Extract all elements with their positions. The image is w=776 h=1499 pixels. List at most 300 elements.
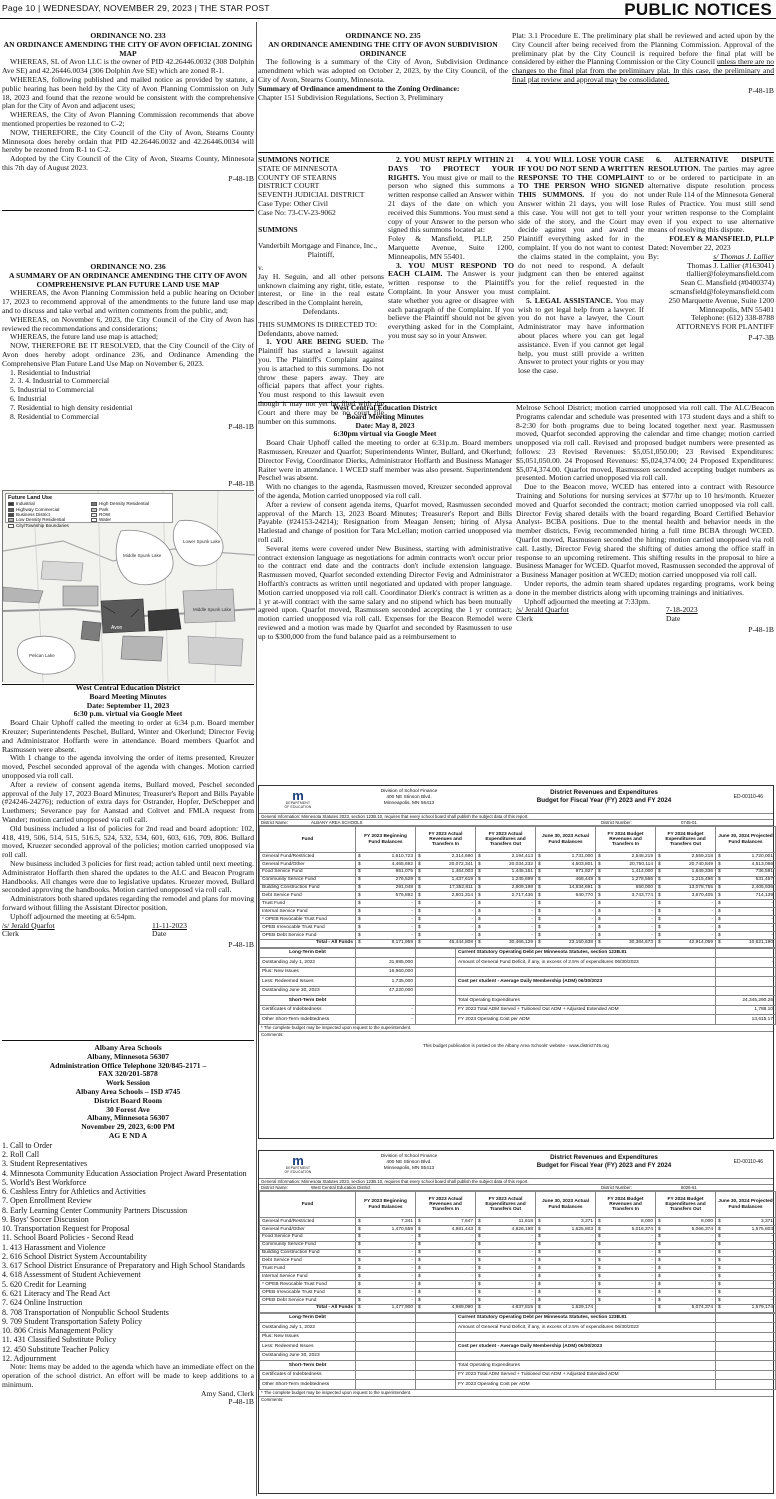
wced-may-title: Board Meeting Minutes [346, 411, 424, 421]
fund-amount: 714,139 [755, 893, 773, 899]
ord233-code: P-48-1B [228, 173, 254, 183]
albany-agenda-item: 7. Open Enrollment Review [2, 1196, 92, 1206]
albany-header: November 29, 2023, 6:00 PM [81, 1122, 175, 1132]
summons-by: By: [648, 251, 659, 261]
currency-symbol: $ [718, 1218, 721, 1224]
budget-column-header: June 30, 2024 Projected Fund Balances [716, 1192, 776, 1218]
budget-column-header: FY 2024 Budget Revenues and Transfers In [596, 1192, 656, 1218]
currency-symbol: $ [718, 1258, 721, 1264]
operating-expenditures-label: Total Operating Expenditures [456, 996, 716, 1006]
fund-amount: - [411, 1281, 413, 1287]
currency-symbol: $ [598, 1226, 601, 1232]
debt-row-label: Plus: New Issues [260, 967, 356, 977]
currency-symbol: $ [658, 893, 661, 899]
wced-may-date-label: Date [666, 614, 681, 624]
ord236-code-2: P-48-1B [228, 479, 254, 488]
map-legend-label: City/Township Boundaries [16, 522, 69, 528]
summons-line: Thomas J. Lallier (#163041) [687, 260, 774, 270]
fund-amount: - [651, 924, 653, 930]
currency-symbol: $ [418, 908, 421, 914]
summons-item: The Answer is your written response to the Plaintiff's Complaint. In your Answer you must state whether you agree or disagree with each paragraph of the Complaint. If you believe the Plaintiff should not be given everything asked for in the Complaint, you must say so in your Answer. [388, 269, 514, 340]
fund-amount: - [471, 1297, 473, 1303]
summons-item: You must give or mail to the person who signed this summons a written response called an Answer within 21 days of the date on which you received this Summons. You must send a copy of your Answer to the person who signed this summons located at: [388, 172, 514, 235]
table-row [260, 853, 776, 861]
budget-column-header: June 30, 2023 Actual Fund Balances [536, 827, 596, 853]
ord236-para: NOW, THEREFORE BE IT RESOLVED, that the City Council of the City of Avon does hereby adopt ordinance 236, and Ordinance Amending the Comprehensive Plan Future Land Use Map on November 6, 2023. [2, 341, 254, 368]
fund-amount: - [651, 1281, 653, 1287]
currency-symbol: $ [598, 893, 601, 899]
fund-value [656, 924, 716, 932]
table-row [260, 967, 776, 977]
fund-value [656, 868, 716, 876]
currency-symbol: $ [598, 1218, 601, 1224]
adm-row-value: 13,615.17 [716, 1015, 776, 1025]
currency-symbol: $ [538, 869, 541, 875]
currency-symbol: $ [718, 885, 721, 891]
fund-value [416, 884, 476, 892]
summons-dated: Dated: November 22, 2023 [648, 242, 731, 252]
fund-value [416, 900, 476, 908]
fund-amount: - [471, 916, 473, 922]
fund-amount: - [591, 1234, 593, 1240]
currency-symbol: $ [358, 1234, 361, 1240]
operating-debt-value [716, 948, 776, 958]
fund-amount: - [771, 932, 773, 938]
table-row [260, 1218, 776, 1226]
fund-value [596, 1241, 656, 1249]
currency-symbol: $ [358, 916, 361, 922]
fund-value [536, 876, 596, 884]
budget-title [509, 789, 699, 805]
budget-column-header: FY 2023 Actual Expenditures and Transfers Out [476, 827, 536, 853]
debt-row-value: 47,220,000 [356, 986, 416, 996]
fund-value [536, 908, 596, 916]
currency-symbol: $ [658, 885, 661, 891]
fund-value [716, 1296, 776, 1304]
budget-column-header: June 30, 2023 Actual Fund Balances [536, 1192, 596, 1218]
cost-per-student-value [716, 1342, 776, 1352]
map-legend-item [8, 523, 87, 528]
fund-name: General Fund/Restricted [260, 853, 356, 861]
ord236-list-item: 5. Industrial to Commercial [10, 385, 94, 395]
fund-value [536, 860, 596, 868]
fund-amount: 1,720,001 [751, 853, 773, 859]
budget-address-line: Division of School Finance [380, 789, 438, 794]
summons-directed: THIS SUMMONS IS DIRECTED TO: [258, 319, 378, 329]
fund-amount: 3,743,774 [631, 893, 653, 899]
fund-amount: - [651, 1297, 653, 1303]
fund-amount: - [591, 1258, 593, 1264]
currency-symbol: $ [658, 924, 661, 930]
currency-symbol: $ [418, 901, 421, 906]
table-row [260, 1351, 776, 1361]
fund-value [356, 908, 416, 916]
fund-value [716, 900, 776, 908]
fund-value [596, 884, 656, 892]
albany-agenda-item: 5. World's Best Workforce [2, 1177, 87, 1187]
currency-symbol: $ [538, 1297, 541, 1303]
budget-address-line: Minneapolis, MN 55413 [383, 801, 435, 807]
fund-amount: 14,834,691 [568, 885, 593, 891]
currency-symbol: $ [658, 1281, 661, 1287]
fund-amount: 30,384,673 [628, 940, 653, 946]
fund-value [716, 860, 776, 868]
budget-table-wced [258, 1150, 774, 1494]
wced-may-sig-date: 7-18-2023 [666, 605, 698, 615]
fund-amount: - [471, 1242, 473, 1248]
budget-header [259, 786, 773, 814]
fund-amount: - [651, 1242, 653, 1248]
ord236-list-item: 6. Industrial [10, 393, 47, 403]
table-row [260, 1015, 776, 1025]
fund-value [416, 860, 476, 868]
albany-header: Albany Area Schools – ISD #745 [75, 1086, 181, 1096]
ordinance-233 [2, 32, 254, 207]
fund-value [416, 1265, 476, 1273]
fund-amount: - [531, 1273, 533, 1279]
summons-item-head: 4. YOU WILL LOSE YOUR CASE IF YOU DO NOT SEND A WRITTEN RESPONSE TO THE COMPLAINT TO THE PERSON WHO SIGNED THIS SUMMONS. [518, 155, 644, 200]
fund-value [716, 931, 776, 939]
fund-value [536, 1289, 596, 1297]
budget-footnote: * The complete budget may be inspected upon request to the superintendent. [261, 1389, 412, 1395]
ordinance-236 [2, 263, 254, 488]
currency-symbol: $ [418, 1234, 421, 1240]
fund-value [536, 1281, 596, 1289]
fund-value [656, 860, 716, 868]
currency-symbol: $ [718, 1226, 721, 1232]
summons-v: v. [258, 262, 264, 272]
table-row [260, 948, 776, 958]
currency-symbol: $ [478, 1281, 481, 1287]
map-legend-label: Industrial [16, 501, 35, 507]
currency-symbol: $ [658, 1250, 661, 1256]
currency-symbol: $ [718, 1297, 721, 1303]
currency-symbol: $ [478, 1250, 481, 1256]
fund-amount: - [591, 1266, 593, 1271]
fund-amount: - [711, 901, 713, 906]
fund-value [716, 1225, 776, 1233]
summons-line: Sean C. Mansfield (#0400374) [680, 278, 774, 288]
fund-amount: 2,405,936 [751, 885, 773, 891]
fund-amount: 468,449 [575, 877, 593, 883]
wced-sept-para: Old business included a list of policies for 2nd read and board adoption: 102, 418, 419, 506, 514, 515, 516.5, 524, 532, 534, 601, 603, 616, 709, 806. Bullard moved, Kruezer seconded approval of the policies; motion carried unopposed via roll call. [2, 823, 254, 860]
currency-symbol: $ [658, 901, 661, 906]
fund-amount: 1,625,803 [571, 1226, 593, 1232]
debt-row-value: 16,960,000 [356, 967, 416, 977]
ord236-list-item: 1. Residential to Industrial [10, 367, 91, 377]
map-legend-label: Low Density Residential [16, 517, 66, 523]
fund-value [656, 1296, 716, 1304]
currency-symbol: $ [358, 908, 361, 914]
currency-symbol: $ [478, 1234, 481, 1240]
currency-symbol: $ [718, 932, 721, 938]
fund-value [656, 1265, 716, 1273]
wced-may-para: Board Chair Uphoff called the meeting to order at 6:31p.m. Board members Rasmussen, Kreuzer and Quarfot; Superintendents Winter, Bullard, and Okerlund; Director Fevig, Coordinator Dierks, Administrator Hoffarth and Business Manager Raiter were in attendance. 1 WCED staff member was also present. Superintendent Peschel was absent. [258, 438, 512, 483]
deficit-label: Amount of General Fund Deficit, if any, in excess of 2.5% of expenditures 06/30/2023 [456, 1323, 716, 1333]
currency-symbol: $ [418, 1281, 421, 1287]
currency-symbol: $ [538, 924, 541, 930]
fund-value [356, 1304, 416, 1312]
currency-symbol: $ [718, 893, 721, 899]
fund-value [536, 931, 596, 939]
fund-amount: 4,826,198 [511, 1226, 533, 1232]
fund-name: OPEB Debt Service Fund [260, 1296, 356, 1304]
fund-amount: - [411, 1234, 413, 1240]
future-land-use-map [2, 490, 254, 682]
fund-amount: - [711, 1234, 713, 1240]
fund-value [356, 868, 416, 876]
fund-value [596, 1281, 656, 1289]
fund-amount: - [771, 901, 773, 906]
debt-row-label: Less: Redeemed Issues [260, 977, 356, 987]
fund-amount: - [531, 916, 533, 922]
fund-value [656, 1241, 716, 1249]
fund-amount: 1,414,000 [631, 869, 653, 875]
adm-row-label: FY 2023 Operating Cost per ADM [456, 1015, 716, 1025]
currency-symbol: $ [418, 940, 421, 946]
wced-sept-para: Board Chair Uphoff called the meeting to order at 6:34 p.m. Board member Kreuzer; Superintendents Peschel, Bullard, Winter and Okerlund; Director Fevig and Administrator Hoffarth were in attendance. Board members Quarfot and Rasmussen were absent. [2, 718, 254, 754]
budget-column-header: FY 2023 Actual Expenditures and Transfers Out [476, 1192, 536, 1218]
fund-value [596, 1273, 656, 1281]
map-legend-items [8, 501, 170, 528]
fund-value [656, 1233, 716, 1241]
table-row [260, 1233, 776, 1241]
currency-symbol: $ [718, 877, 721, 883]
albany-agenda-item: 6. Cashless Entry for Athletics and Activities [2, 1187, 146, 1197]
budget-title-line: District Revenues and Expenditures [550, 1154, 658, 1161]
wced-sept-para: New business included 3 policies for first read; action tabled until next meeting. Administrator Hoffarth then shared the updates to the ALC and Beacon Program Handbooks. All changes were due to legislative updates. Kruezer moved, Bullard seconded approving the handbooks. Motion carried unopposed via roll call. [2, 858, 254, 895]
fund-value [596, 900, 656, 908]
fund-value [416, 1296, 476, 1304]
currency-symbol: $ [598, 861, 601, 867]
fund-value [716, 1241, 776, 1249]
summons-defendants: Defendants, above named. [258, 328, 339, 338]
fund-amount: 5,074,374 [691, 1305, 713, 1311]
fund-amount: - [651, 932, 653, 938]
currency-symbol: $ [418, 885, 421, 891]
fund-amount: 276,529 [395, 877, 413, 883]
currency-symbol: $ [658, 1266, 661, 1271]
table-row [260, 939, 776, 947]
fund-value [476, 931, 536, 939]
fund-name: Internal Service Fund [260, 908, 356, 916]
fund-amount: - [411, 916, 413, 922]
fund-value [476, 876, 536, 884]
fund-value [356, 916, 416, 924]
budget-general-info: General Information: Minnesota Statutes 2023, section 123B.10, requires that every school board shall publish the subject data of this report. [259, 1179, 773, 1185]
albany-agenda [2, 1044, 254, 1496]
budget-comments: Comments: [259, 1031, 773, 1041]
albany-agenda-item: 8. 708 Transportation of Nonpublic School Students [2, 1307, 169, 1317]
fund-value [656, 853, 716, 861]
currency-symbol: $ [418, 869, 421, 875]
map-lake-label: Pelican Lake [29, 653, 55, 658]
albany-header: District Board Room [94, 1095, 162, 1105]
albany-header: Administration Office Telephone 320/845-2171 – [49, 1060, 207, 1070]
currency-symbol: $ [598, 1297, 601, 1303]
fund-amount: 2,559,218 [691, 853, 713, 859]
currency-symbol: $ [358, 901, 361, 906]
albany-agenda-item: 2. 616 School District System Accountability [2, 1251, 147, 1261]
currency-symbol: $ [418, 853, 421, 859]
currency-symbol: $ [358, 1250, 361, 1256]
fund-value [656, 931, 716, 939]
summons-defendant: Jay H. Seguin, and all other persons unknown claiming any right, title, estate, interest, or line in the real estate described in the Complaint herein, [258, 271, 384, 308]
currency-symbol: $ [658, 877, 661, 883]
budget-table-albany [258, 785, 774, 1139]
fund-value [356, 1218, 416, 1226]
summons-item-head: 3. YOU MUST RESPOND TO EACH CLAIM. [388, 260, 514, 279]
fund-name: Trust Fund [260, 1265, 356, 1273]
budget-comments: Comments: [259, 1396, 773, 1406]
currency-symbol: $ [418, 1250, 421, 1256]
currency-symbol: $ [478, 1226, 481, 1232]
fund-amount: 1,579,174 [751, 1305, 773, 1311]
table-row [260, 1370, 776, 1380]
budget-fund-table [259, 826, 776, 948]
fund-name: Debt Service Fund [260, 1257, 356, 1265]
fund-amount: 1,629,174 [571, 1305, 593, 1311]
fund-name: Total - All Funds [260, 939, 356, 947]
fund-amount: 1,445,151 [511, 869, 533, 875]
budget-address [349, 1154, 469, 1173]
map-legend-swatch [91, 513, 97, 517]
fund-value [476, 1289, 536, 1297]
fund-name: Total - All Funds [260, 1304, 356, 1312]
fund-amount: - [651, 1250, 653, 1256]
currency-symbol: $ [538, 1273, 541, 1279]
fund-value [476, 1249, 536, 1257]
fund-value [476, 860, 536, 868]
currency-symbol: $ [598, 1289, 601, 1295]
fund-amount: 1,575,803 [751, 1226, 773, 1232]
wced-may-minutes-col-1 [258, 404, 512, 784]
currency-symbol: $ [718, 1305, 721, 1311]
table-row [260, 958, 776, 968]
fund-value [656, 1304, 716, 1312]
table-row [260, 1257, 776, 1265]
fund-value [596, 1296, 656, 1304]
summons-header: Case Type: Other Civil [258, 198, 328, 208]
fund-value [596, 868, 656, 876]
district-number: 0745-01 [681, 820, 697, 825]
fund-value [536, 900, 596, 908]
fund-value [656, 900, 716, 908]
currency-symbol: $ [598, 1281, 601, 1287]
fund-value [656, 1218, 716, 1226]
fund-amount: - [771, 1258, 773, 1264]
albany-agenda-item: 11. 431 Classified Substitute Policy [2, 1335, 117, 1345]
map-legend-swatch [8, 513, 14, 517]
fund-value [356, 1249, 416, 1257]
fund-amount: - [411, 1242, 413, 1248]
currency-symbol: $ [478, 1258, 481, 1264]
ord235-subtitle: AN ORDINANCE AMENDING THE CITY OF AVON SUBDIVISION ORDINANCE [268, 39, 498, 58]
district-name-label: District Name: [261, 1185, 288, 1190]
fund-amount: - [411, 932, 413, 938]
fund-value [476, 1233, 536, 1241]
adm-row-value [716, 1370, 776, 1380]
summons-item-head: 6. ALTERNATIVE DISPUTE RESOLUTION. [648, 155, 774, 173]
debt-row-value [356, 1323, 416, 1333]
cost-per-student-label: Cost per student - Average Daily Membership (ADM) 06/30/2023 [456, 977, 716, 987]
fund-amount: 4,989,090 [451, 1305, 473, 1311]
short-term-debt-label: Short-Term Debt [260, 996, 356, 1006]
budget-debt-table [259, 948, 776, 1025]
currency-symbol: $ [478, 901, 481, 906]
currency-symbol: $ [658, 940, 661, 946]
wced-may-signature: /s/ Jerald Quarfot [516, 605, 569, 615]
table-row [260, 884, 776, 892]
fund-value [476, 884, 536, 892]
fund-amount: - [591, 1250, 593, 1256]
currency-symbol: $ [478, 932, 481, 938]
currency-symbol: $ [598, 932, 601, 938]
long-term-debt-label: Long-Term Debt [260, 948, 356, 958]
fund-amount: 8,000 [640, 1218, 653, 1224]
fund-amount: - [531, 924, 533, 930]
fund-name: * OPEB Revocable Trust Fund [260, 916, 356, 924]
fund-value [656, 1249, 716, 1257]
summons-item: The parties may agree to or be ordered to participate in an alternative dispute resolution process under Rule 114 of the Minnesota General Rules of Practice. You must still send your written response to the Complaint even if you expect to use alternative means of resolving this dispute. [648, 163, 774, 235]
currency-symbol: $ [478, 924, 481, 930]
debt-row-label: Less: Redeemed Issues [260, 1342, 356, 1352]
fund-amount: - [771, 1242, 773, 1248]
fund-amount: 3,371 [580, 1218, 593, 1224]
currency-symbol: $ [598, 877, 601, 883]
fund-amount: - [411, 1258, 413, 1264]
fund-value [536, 939, 596, 947]
currency-symbol: $ [358, 1305, 361, 1311]
fund-amount: 4,503,801 [571, 861, 593, 867]
albany-header: Work Session [105, 1078, 151, 1088]
debt-row-value: 1,735,000 [356, 977, 416, 987]
fund-value [476, 1241, 536, 1249]
wced-sept-date-label: Date [152, 929, 167, 939]
fund-amount: 971,927 [575, 869, 593, 875]
summons-item-head: 1. YOU ARE BEING SUED. [266, 337, 368, 347]
map-legend-swatch [8, 524, 14, 528]
fund-amount: 2,801,314 [451, 893, 473, 899]
adm-row-label: FY 2023 Total ADM Served + Tuitioned Out ADM + Adjusted Extended ADM [456, 1005, 716, 1015]
currency-symbol: $ [598, 924, 601, 930]
currency-symbol: $ [538, 940, 541, 946]
albany-agenda-item: 8. Early Learning Center Community Partners Discussion [2, 1205, 188, 1215]
debt-row-value [356, 1370, 416, 1380]
ord235-code: P-48-1B [748, 85, 774, 95]
currency-symbol: $ [538, 877, 541, 883]
fund-value [596, 860, 656, 868]
albany-clerk: Amy Sand, Clerk [201, 1388, 254, 1398]
fund-value [416, 1233, 476, 1241]
summons-code: P-47-3B [748, 332, 774, 342]
map-legend-label: Water [99, 517, 112, 523]
table-row [260, 916, 776, 924]
summons-line: scmansfield@foleymansfield.com [670, 286, 774, 296]
fund-amount: - [591, 1281, 593, 1287]
summons-header: Case No: 73-CV-23-9062 [258, 207, 336, 217]
currency-symbol: $ [718, 908, 721, 914]
fund-value [476, 900, 536, 908]
fund-value [656, 908, 716, 916]
albany-agenda-item: 1. Call to Order [2, 1140, 53, 1150]
mde-logo-text: DEPARTMENT OF EDUCATION [284, 801, 312, 809]
currency-symbol: $ [538, 932, 541, 938]
albany-agenda-list [2, 1141, 254, 1363]
albany-agenda-item: 4. Minnesota Community Education Association Project Award Presentation [2, 1168, 247, 1178]
currency-symbol: $ [598, 916, 601, 922]
table-row [260, 1005, 776, 1015]
